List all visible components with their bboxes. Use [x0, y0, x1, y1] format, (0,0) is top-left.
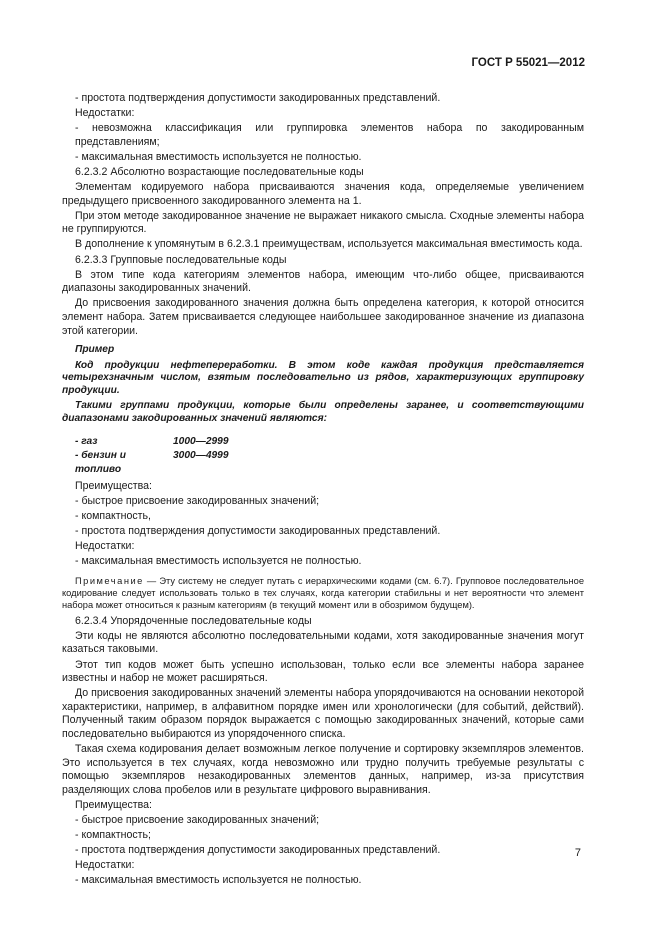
paragraph: 6.2.3.3 Групповые последовательные коды [75, 253, 287, 266]
example-row [62, 435, 584, 449]
paragraph: Эти коды не являются абсолютно последовательными кодами, хотя закодированные значения могут казаться таковыми. [62, 629, 584, 656]
document-header: ГОСТ Р 55021—2012 [471, 57, 585, 69]
note-block [62, 575, 584, 611]
paragraph: Недостатки: [75, 859, 135, 872]
example-row-range: 3000—4999 [173, 449, 229, 461]
paragraph: В этом типе кода категориям элементов набора, имеющим что-либо общее, присваиваются диапазоны закодированных значений. [62, 268, 584, 295]
list-item: - максимальная вместимость используется не полностью. [75, 150, 362, 163]
example-paragraph: Код продукции нефтепереработки. В этом коде каждая продукция представляется четырехзначным числом, взятым последовательно из рядов, характеризующих группировку продукции. [62, 359, 584, 396]
section-6-2-3-2-3 [62, 92, 584, 338]
paragraph: Преимущества: [75, 479, 152, 492]
example-label: Пример [75, 344, 115, 356]
paragraph: Недостатки: [75, 540, 135, 553]
paragraph: В дополнение к упомянутым в 6.2.3.1 преимуществам, используется максимальная вместимость кода. [75, 238, 583, 251]
advantages-list [62, 480, 584, 569]
example-paragraph: Такими группами продукции, которые были определены заранее, и соответствующими диапазонами закодированных значений являются: [62, 400, 584, 425]
page-number: 7 [574, 847, 581, 859]
example-row-name: - бензин и топливо [75, 449, 126, 475]
list-item: - простота подтверждения допустимости закодированных представлений. [75, 92, 441, 104]
paragraph: Такая схема кодирования делает возможным легкое получение и сортировку экземпляров элементов. Это используется в тех случаях, когда невозможно или трудно получить требуемые результаты с помощью экземпляров незакодированных элементов данных, например, из-за присутствия разделяющих слова пробелов или в результате цифрового выравнивания. [62, 743, 584, 796]
list-item: - простота подтверждения допустимости закодированных представлений. [75, 524, 441, 537]
list-item: - быстрое присвоение закодированных значений; [75, 814, 320, 827]
example-row [62, 449, 584, 477]
paragraph: 6.2.3.4 Упорядоченные последовательные коды [75, 614, 312, 627]
section-6-2-3-4 [62, 615, 584, 888]
paragraph: Преимущества: [75, 798, 152, 811]
list-item: - невозможна классификация или группировка элементов набора по закодированным представлениям; [75, 122, 584, 148]
paragraph: До присвоения закодированного значения должна быть определена категория, к которой относится элемент набора. Затем присваивается следующее наибольшее закодированное значение из диапазона этой категории. [62, 297, 584, 337]
list-item: - быстрое присвоение закодированных значений; [75, 494, 320, 507]
paragraph: Этот тип кодов может быть успешно использован, только если все элементы набора заранее известны и набор не может расширяться. [62, 658, 584, 685]
note-label: Примечание [75, 575, 144, 586]
example-block [62, 344, 584, 477]
paragraph: До присвоения закодированных значений элементы набора упорядочиваются на основании некоторой характеристики, например, в алфавитном порядке имен или хронологически (для событий, действий). Полученный таким образом порядок выражается с помощью закодированных значений, которые сами последовательно выбираются из упорядоченного списка. [62, 687, 584, 740]
note-text: — Эту систему не следует путать с иерархическими кодами (см. 6.7). Групповое последовательное кодирование следует использовать только в тех случаях, когда категории стабильны и нет вероятности что элемент набора может относиться к разным категориям (в текущий момент или в обозримом будущем). [62, 575, 584, 610]
list-item: - максимальная вместимость используется не полностью. [75, 555, 362, 568]
paragraph: При этом методе закодированное значение не выражает никакого смысла. Сходные элементы набора не группируются. [62, 209, 584, 236]
list-item: - максимальная вместимость используется не полностью. [75, 874, 362, 887]
paragraph: Недостатки: [75, 107, 135, 120]
list-item: - простота подтверждения допустимости закодированных представлений. [75, 844, 441, 857]
list-item: - компактность; [75, 829, 151, 842]
paragraph: 6.2.3.2 Абсолютно возрастающие последовательные коды [75, 165, 364, 178]
list-item: - компактность, [75, 509, 151, 522]
example-row-name: - газ [75, 435, 98, 447]
example-row-range: 1000—2999 [173, 435, 229, 447]
paragraph: Элементам кодируемого набора присваиваются значения кода, определяемые увеличением предыдущего присвоенного закодированного элемента на 1. [62, 181, 584, 207]
page-body [62, 92, 584, 890]
